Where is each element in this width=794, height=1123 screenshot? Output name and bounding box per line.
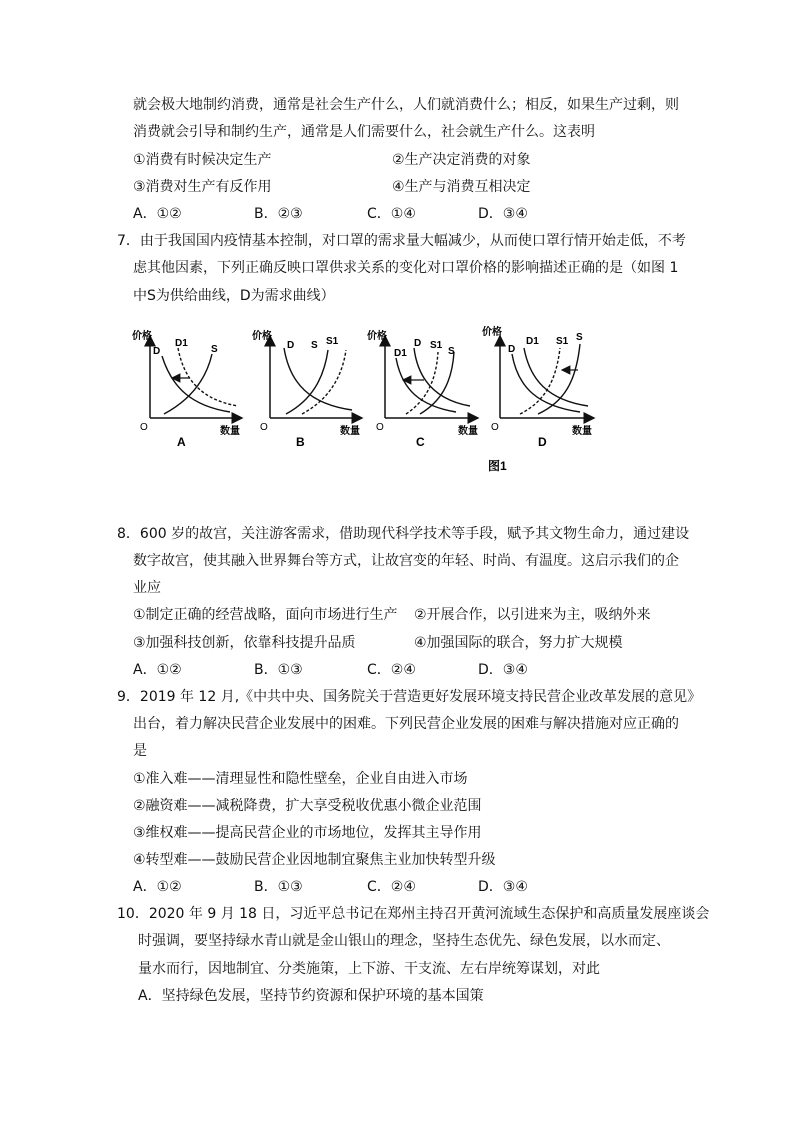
graph-b-supply-curve-s1 — [302, 350, 346, 414]
graph-b-label-s1: S1 — [326, 336, 339, 347]
graph-c-label-d1: D1 — [394, 348, 407, 359]
graph-a-label-s: S — [211, 344, 218, 355]
graph-c-price-label: 价格 — [367, 331, 387, 342]
q8-choice-d: D．③④ — [478, 662, 528, 678]
q10-stem-line1: 10．2020 年 9 月 18 日，习近平总书记在郑州主持召开黄河流域生态保护和高质量发展座谈会 — [117, 906, 710, 922]
q8-option-3: ③加强科技创新，依靠科技提升品质 — [133, 635, 356, 651]
q6-option-2: ②生产决定消费的对象 — [392, 152, 531, 168]
graph-d-label-s1: S1 — [556, 336, 569, 347]
q9-choice-c: C．②④ — [367, 879, 416, 895]
graph-a-label-d: D — [153, 346, 161, 357]
graph-a-label-d1: D1 — [175, 338, 188, 349]
q6-option-1: ①消费有时候决定生产 — [133, 152, 272, 168]
q8-stem-line1: 8．600 岁的故宫，关注游客需求，借助现代科学技术等手段，赋予其文物生命力，通过建设 — [117, 526, 690, 542]
graph-d-price-label: 价格 — [482, 327, 502, 338]
q6-choice-b: B．②③ — [254, 206, 303, 222]
graph-d-letter: D — [538, 435, 547, 449]
figure-caption: 图1 — [488, 459, 507, 473]
graph-c — [367, 329, 478, 449]
graph-b — [252, 329, 362, 449]
q8-choice-a: A．①② — [133, 662, 182, 678]
graph-a-origin: O — [140, 422, 148, 433]
graph-d-label-d1: D1 — [526, 336, 539, 347]
q8-stem-line2: 数字故宫，使其融入世界舞台等方式，让故宫变的年轻、时尚、有温度。这启示我们的企 — [133, 553, 679, 569]
graph-b-demand-curve-d — [284, 348, 352, 410]
q9-choice-d: D．③④ — [478, 879, 528, 895]
graph-b-label-s: S — [311, 340, 318, 351]
graph-b-price-label: 价格 — [252, 331, 272, 342]
q10-stem-line3: 量水而行，因地制宜、分类施策，上下游、干支流、左右岸统筹谋划，对此 — [138, 961, 600, 977]
q6-choice-c: C．①④ — [367, 206, 416, 222]
graph-b-qty-label: 数量 — [340, 426, 360, 437]
q6-choice-a: A．①② — [133, 206, 182, 222]
q6-option-4: ④生产与消费互相决定 — [392, 179, 531, 195]
q8-option-4: ④加强国际的联合，努力扩大规模 — [414, 635, 623, 651]
graph-d-label-d: D — [508, 344, 516, 355]
q7-stem-line1: 7．由于我国国内疫情基本控制，对口罩的需求量大幅减少，从而使口罩行情开始走低，不考 — [117, 233, 686, 249]
graph-a-qty-label: 数量 — [220, 426, 240, 437]
q8-option-2: ②开展合作，以引进来为主，吸纳外来 — [414, 607, 651, 623]
q7-stem-line3: 中S为供给曲线，D为需求曲线） — [133, 288, 335, 304]
graph-a-price-label: 价格 — [132, 331, 152, 342]
graph-c-qty-label: 数量 — [458, 426, 478, 437]
q6-stem-line1: 就会极大地制约消费，通常是社会生产什么，人们就消费什么；相反，如果生产过剩，则 — [133, 97, 679, 113]
q9-stem-line3: 是 — [133, 743, 147, 759]
graph-b-origin: O — [260, 422, 268, 433]
graph-a — [132, 329, 242, 449]
graph-a-letter: A — [177, 435, 186, 449]
graph-c-label-s1: S1 — [430, 340, 443, 351]
q8-choice-b: B．①③ — [254, 662, 303, 678]
graph-c-label-d: D — [414, 338, 422, 349]
graph-d-origin: O — [491, 422, 499, 433]
q8-choice-c: C．②④ — [367, 662, 416, 678]
figure-1-supply-demand-graphs — [120, 318, 620, 478]
q9-choice-a: A．①② — [133, 879, 182, 895]
q9-option-1: ①准入难——清理显性和隐性壁垒，企业自由进入市场 — [133, 771, 468, 787]
graph-c-letter: C — [416, 435, 425, 449]
graph-b-label-d: D — [287, 340, 295, 351]
graph-c-demand-curve-d — [414, 348, 470, 406]
graph-c-origin: O — [376, 422, 384, 433]
q7-stem-line2: 虑其他因素，下列正确反映口罩供求关系的变化对口罩价格的影响描述正确的是（如图 1 — [133, 260, 679, 276]
graph-b-supply-curve-s — [286, 350, 328, 414]
q10-stem-line2: 时强调，要坚持绿水青山就是金山银山的理念，坚持生态优先、绿色发展，以水而定、 — [138, 933, 670, 949]
q6-choice-d: D．③④ — [478, 206, 528, 222]
q6-option-3: ③消费对生产有反作用 — [133, 179, 272, 195]
q9-option-4: ④转型难——鼓励民营企业因地制宜聚焦主业加快转型升级 — [133, 852, 496, 868]
graph-d-qty-label: 数量 — [572, 426, 592, 437]
graph-b-letter: B — [296, 435, 305, 449]
q10-option-a: A．坚持绿色发展，坚持节约资源和保护环境的基本国策 — [138, 988, 484, 1004]
graph-c-supply-curve-s — [420, 352, 454, 414]
q9-option-3: ③维权难——提高民营企业的市场地位，发挥其主导作用 — [133, 825, 482, 841]
q6-stem-line2: 消费就会引导和制约生产，通常是人们需要什么，社会就生产什么。这表明 — [133, 124, 595, 140]
graph-a-demand-curve-d — [162, 356, 230, 412]
q9-option-2: ②融资难——减税降费，扩大享受税收优惠小微企业范围 — [133, 798, 482, 814]
q9-stem-line2: 出台，着力解决民营企业发展中的困难。下列民营企业发展的困难与解决措施对应正确的 — [133, 716, 679, 732]
q8-stem-line3: 业应 — [133, 580, 161, 596]
graph-d-label-s: S — [576, 332, 583, 343]
q9-choice-b: B．①③ — [254, 879, 303, 895]
q8-option-1: ①制定正确的经营战略，面向市场进行生产 — [133, 607, 398, 623]
graph-c-label-s: S — [448, 346, 455, 357]
q9-stem-line1: 9．2019 年 12 月,《中共中央、国务院关于营造更好发展环境支持民营企业改革发展的意见》 — [117, 689, 702, 705]
graph-d — [482, 325, 594, 449]
